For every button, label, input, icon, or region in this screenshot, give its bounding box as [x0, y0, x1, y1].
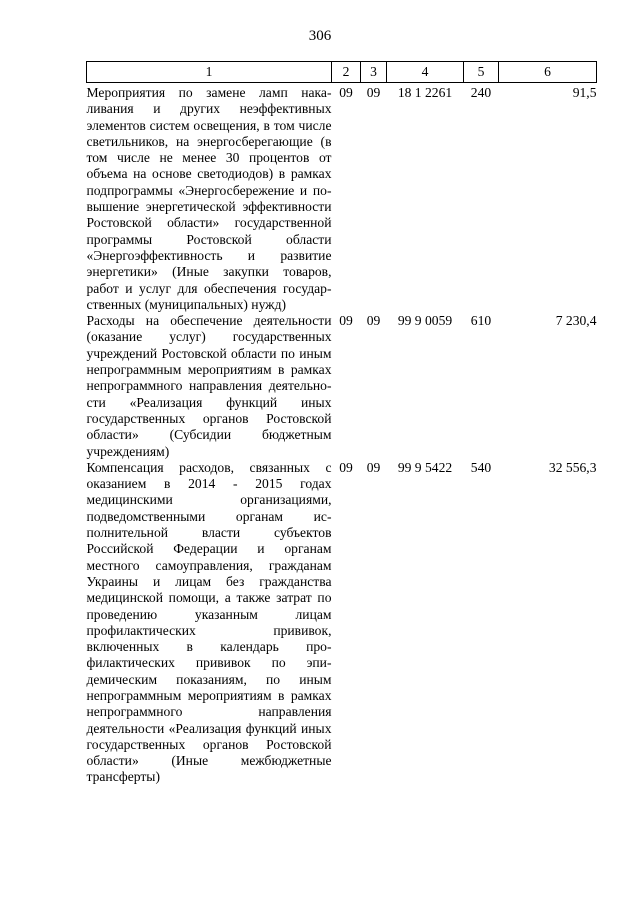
row-target-code: 99 9 0059: [397, 313, 453, 329]
row-amount: 32 556,3: [548, 459, 597, 475]
row-section-code: 09: [339, 313, 353, 329]
table-row: [87, 313, 597, 460]
row-expense-type: 540: [470, 459, 492, 475]
row-amount: 91,5: [572, 85, 597, 100]
page-number: 306: [308, 28, 332, 44]
row-expense-type: 610: [470, 313, 492, 329]
table-row: [87, 83, 597, 314]
row-subsection-code: 09: [366, 85, 381, 100]
row-expense-type: 240: [470, 85, 492, 100]
row-description: Мероприятия по замене ламп накаливания и других неэффективных элементов систем освещения, в том числе светильников, на энергосберегающие (в том числе не менее 30 процентов от объема на основе светодиодов) в рамках подпрограммы «Энергосбережение и повышение энергетической эффективности Ростовской области» государственной программы Ростовской области «Энергоэффективность и развитие энергетики» (Иные закупки товаров, работ и услуг для обеспечения государственных (муниципальных) нужд): [86, 85, 332, 312]
header-col-3: 3: [361, 62, 387, 83]
table-header: [87, 62, 597, 83]
row-target-code: 99 9 5422: [397, 459, 453, 475]
header-col-4: 4: [387, 62, 464, 83]
header-col-6: 6: [499, 62, 597, 83]
header-col-5: 5: [464, 62, 499, 83]
row-section-code: 09: [339, 459, 353, 475]
budget-table: [86, 61, 597, 786]
header-col-1: 1: [87, 62, 332, 83]
table-body: [87, 83, 597, 786]
row-subsection-code: 09: [366, 459, 381, 475]
row-target-code: 18 1 2261: [397, 85, 453, 100]
header-col-2: 2: [332, 62, 361, 83]
header-row: [87, 62, 597, 83]
row-description: Расходы на обеспечение деятельности (оказание услуг) государственных учреждений Ростовской области по иным непрограммным мероприятиям в рамках непрограммного направления деятельности «Реализация функций иных государственных органов Ростовской области» (Субсидии бюджетным учреждениям): [86, 313, 332, 459]
row-description: Компенсация расходов, связанных с оказанием в 2014 - 2015 годах медицинскими организациями, подведомственными органам исполнительной власти субъектов Российской Федерации и органам местного самоуправления, гражданам Украины и лицам без гражданства медицинской помощи, а также затрат по проведению указанным лицам профилактических прививок, включенных в календарь профилактических прививок по эпидемическим показаниям, по иным непрограммным мероприятиям в рамках непрограммного направления деятельности «Реализация функций иных государственных органов Ростовской области» (Иные межбюджетные трансферты): [86, 459, 332, 785]
row-section-code: 09: [339, 85, 353, 100]
row-amount: 7 230,4: [555, 313, 597, 329]
table-row: [87, 460, 597, 786]
row-subsection-code: 09: [366, 313, 381, 329]
